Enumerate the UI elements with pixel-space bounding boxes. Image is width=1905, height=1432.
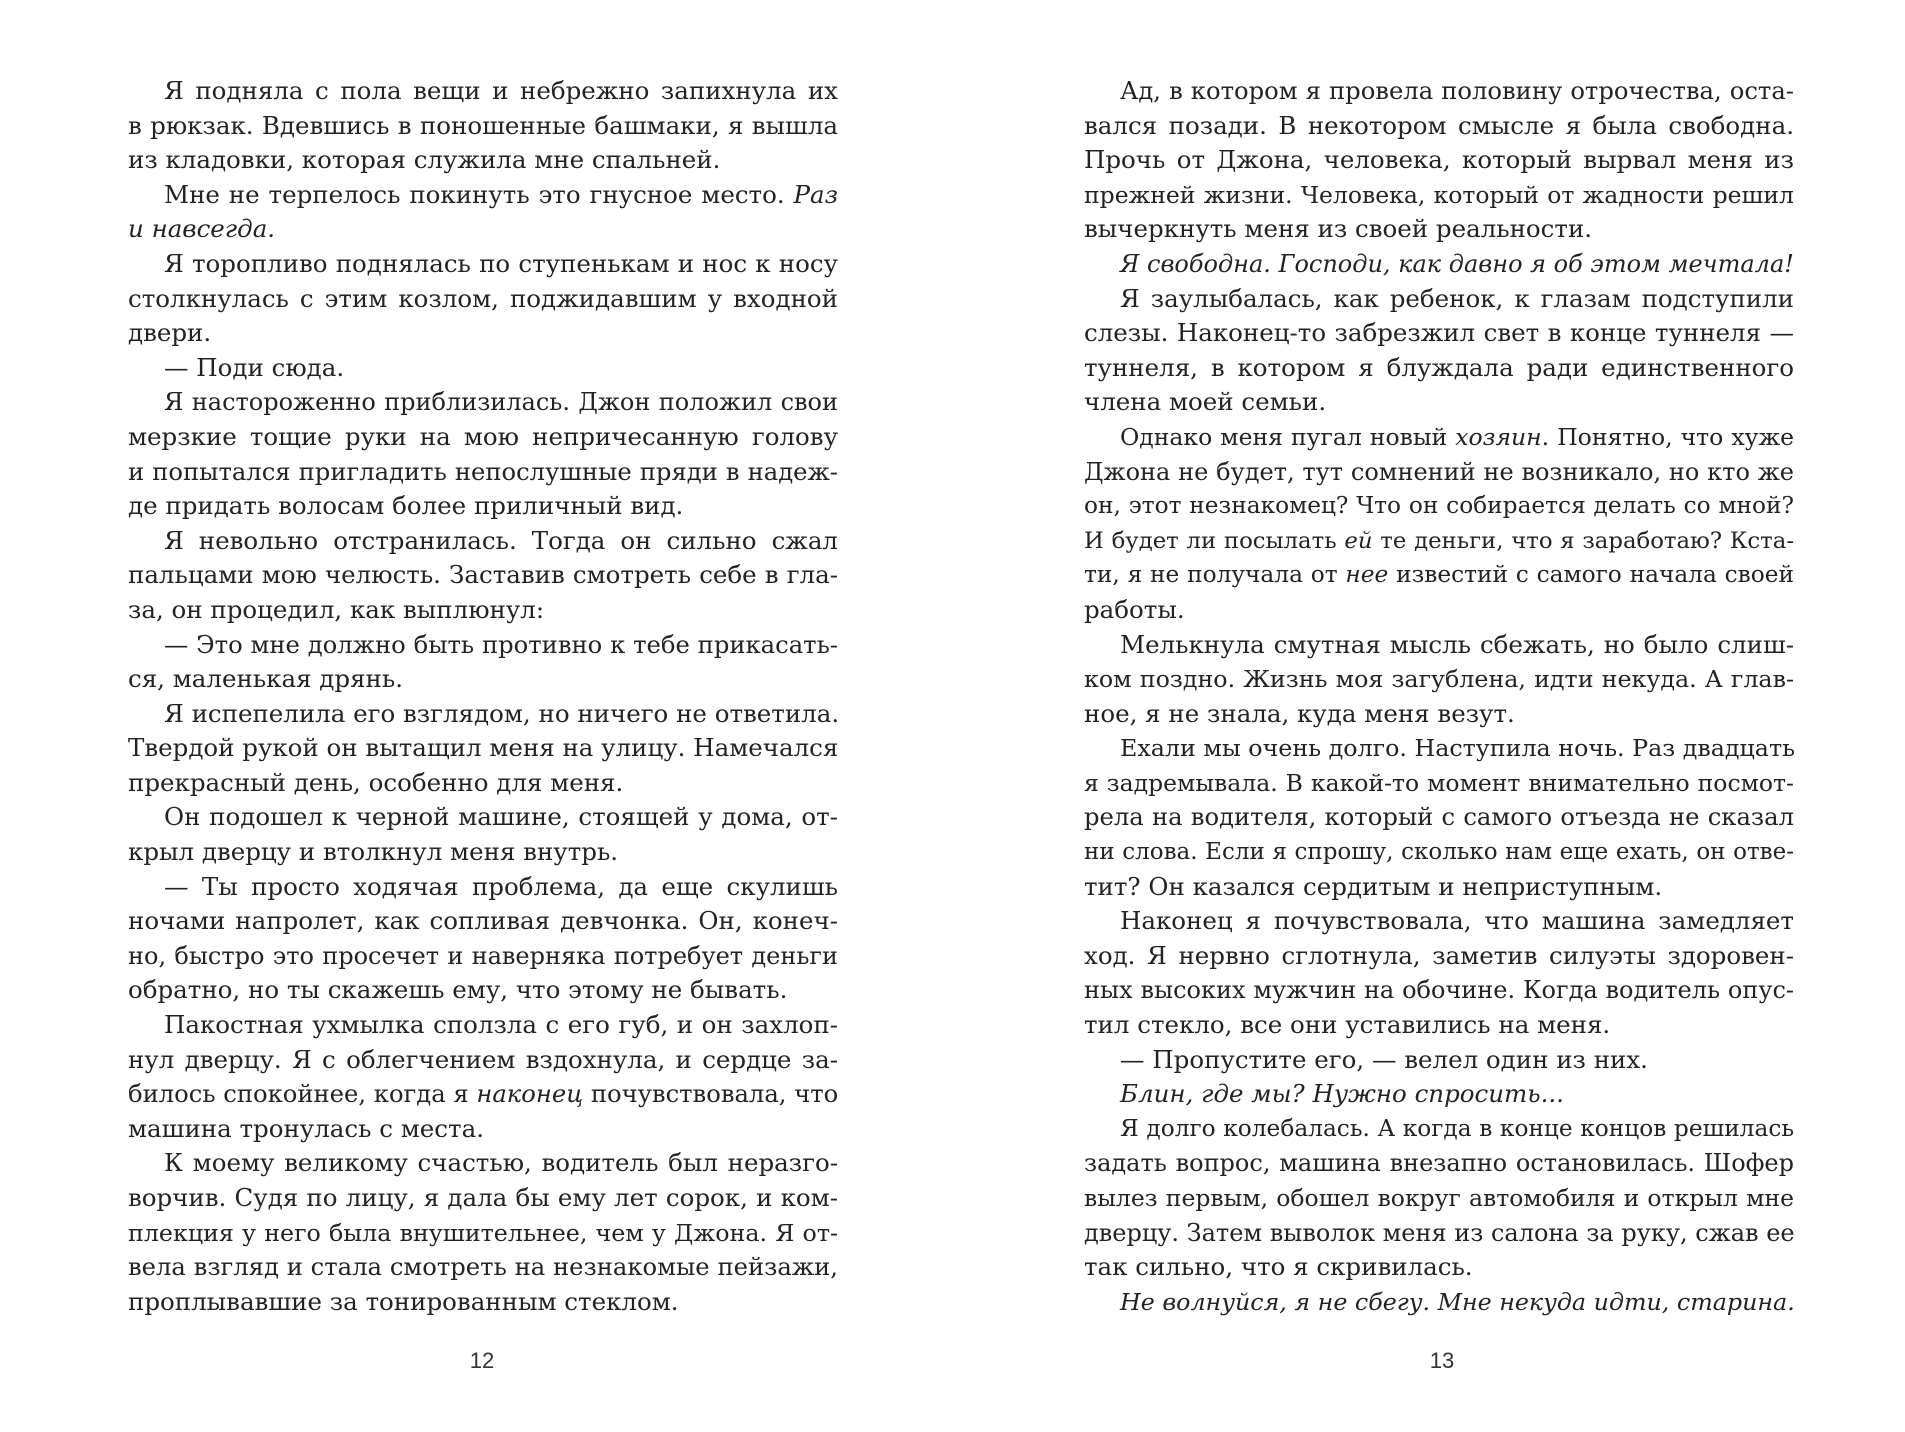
text-line: Мне не терпелось покинуть это гнусное место. Раз bbox=[164, 179, 838, 209]
text-line: за, он процедил, как выплюнул: bbox=[128, 594, 545, 624]
italic-text: и навсегда. bbox=[128, 214, 276, 244]
text-line: ночами напролет, как сопливая девчонка. Он, конеч- bbox=[128, 906, 838, 936]
text-line: машина тронулась с места. bbox=[128, 1113, 484, 1143]
text-line: Однако меня пугал новый хозяин. Понятно, что хуже bbox=[1120, 422, 1794, 451]
text-line: и попытался пригладить непослушные пряди в надеж- bbox=[128, 456, 838, 486]
left-page-text bbox=[128, 74, 838, 1319]
page-number-left: 12 bbox=[469, 1348, 495, 1373]
text-line: нул дверцу. Я с облегчением вздохнула, и сердце за- bbox=[128, 1044, 838, 1074]
text-line: но, быстро это просечет и наверняка потребует деньги bbox=[128, 941, 838, 970]
text-line: вался позади. В некотором смысле я была свободна. bbox=[1084, 110, 1794, 140]
text-line: — Поди сюда. bbox=[164, 352, 345, 382]
text-line: — Пропустите его, — велел один из них. bbox=[1120, 1044, 1648, 1074]
text-line: ное, я не знала, куда меня везут. bbox=[1084, 698, 1515, 728]
text-line: Ехали мы очень долго. Наступила ночь. Раз двадцать bbox=[1120, 734, 1796, 763]
text-line: крыл дверцу и втолкнул меня внутрь. bbox=[128, 837, 619, 867]
text-line: я задремывала. В какой-то момент внимательно посмот- bbox=[1084, 768, 1794, 797]
italic-text: наконец bbox=[476, 1079, 584, 1109]
text-line: ком поздно. Жизнь моя загублена, идти некуда. А глав- bbox=[1084, 665, 1794, 694]
text-line: из кладовки, которая служила мне спальней. bbox=[128, 145, 721, 175]
text-line bbox=[1084, 1077, 1794, 1112]
text-line: Я торопливо поднялась по ступенькам и нос к носу bbox=[164, 248, 838, 278]
text-line: рела на водителя, который с самого отъезда не сказал bbox=[1084, 802, 1794, 832]
text-line: ход. Я нервно сглотнула, заметив силуэты здоровен- bbox=[1084, 940, 1794, 970]
text-line: — Ты просто ходячая проблема, да еще скулишь bbox=[164, 871, 838, 901]
text-line: Ад, в котором я провела половину отрочества, оста- bbox=[1120, 76, 1794, 105]
text-line: задать вопрос, машина внезапно остановилась. Шофер bbox=[1084, 1149, 1794, 1178]
text-line: тил стекло, все они уставились на меня. bbox=[1084, 1010, 1611, 1040]
text-line: члена моей семьи. bbox=[1084, 387, 1327, 417]
text-line: Я испепелила его взглядом, но ничего не ответила. bbox=[164, 698, 840, 728]
italic-text: хозяин bbox=[1455, 422, 1542, 451]
text-line: вычеркнуть меня из своей реальности. bbox=[1084, 214, 1593, 244]
italic-text: нее bbox=[1345, 561, 1389, 589]
text-line: Я долго колебалась. А когда в конце концов решилась bbox=[1120, 1114, 1794, 1142]
text-line: Я невольно отстранилась. Тогда он сильно сжал bbox=[164, 525, 838, 555]
text-line: вела взгляд и стала смотреть на незнакомые пейзажи, bbox=[128, 1252, 838, 1282]
text-line: Я настороженно приблизилась. Джон положил свои bbox=[164, 388, 838, 417]
text-line bbox=[1084, 1285, 1794, 1320]
text-line: работы. bbox=[1084, 594, 1185, 624]
text-line: туннеля, в котором я блуждала ради единственного bbox=[1084, 352, 1794, 382]
text-line: ся, маленькая дрянь. bbox=[128, 664, 403, 694]
text-line: ни слова. Если я спрошу, сколько нам еще ехать, он отве- bbox=[1084, 839, 1794, 866]
text-line: Пакостная ухмылка сползла с его губ, и он захлоп- bbox=[164, 1010, 838, 1040]
italic-text: Раз bbox=[793, 179, 838, 209]
text-line: двери. bbox=[128, 318, 212, 348]
text-line: Я заулыбалась, как ребенок, к глазам подступили bbox=[1120, 283, 1794, 313]
text-line: прежней жизни. Человека, который от жадности решил bbox=[1084, 180, 1794, 209]
text-line: Я подняла с пола вещи и небрежно запихнула их bbox=[164, 76, 838, 105]
text-line: пальцами мою челюсть. Заставив смотреть себе в гла- bbox=[128, 560, 838, 590]
italic-text: ей bbox=[1344, 527, 1373, 554]
text-line: прекрасный день, особенно для меня. bbox=[128, 767, 624, 797]
text-line bbox=[128, 212, 838, 247]
italic-text: Не волнуйся, я не сбегу. Мне некуда идти, старина. bbox=[1120, 1287, 1795, 1316]
text-line: де придать волосам более приличный вид. bbox=[128, 491, 684, 521]
text-line: он, этот незнакомец? Что он собирается делать со мной? bbox=[1084, 492, 1794, 520]
text-line bbox=[1084, 247, 1794, 282]
text-line: плекция у него была внушительнее, чем у Джона. Я от- bbox=[128, 1218, 838, 1247]
text-line: К моему великому счастью, водитель был неразго- bbox=[164, 1148, 838, 1178]
text-line: Он подошел к черной машине, стоящей у дома, от- bbox=[164, 802, 838, 832]
page-number-right: 13 bbox=[1429, 1348, 1455, 1373]
text-line: столкнулась с этим козлом, поджидавшим у входной bbox=[128, 283, 838, 313]
text-line: вылез первым, обошел вокруг автомобиля и открыл мне bbox=[1084, 1184, 1794, 1212]
text-line: так сильно, что я скривилась. bbox=[1084, 1252, 1473, 1282]
italic-text: Блин, где мы? Нужно спросить... bbox=[1120, 1079, 1564, 1109]
text-line: Прочь от Джона, человека, который вырвал меня из bbox=[1084, 145, 1794, 175]
text-line: Джона не будет, тут сомнений не возникало, но кто же bbox=[1084, 457, 1794, 486]
text-line: Наконец я почувствовала, что машина замедляет bbox=[1120, 906, 1794, 936]
text-line: дверцу. Затем выволок меня из салона за руку, сжав ее bbox=[1084, 1218, 1795, 1247]
text-line: Мелькнула смутная мысль сбежать, но было слиш- bbox=[1120, 629, 1794, 659]
text-line: ворчив. Судя по лицу, я дала бы ему лет сорок, и ком- bbox=[128, 1183, 838, 1212]
italic-text: Я свободна. Господи, как давно я об этом мечтала! bbox=[1120, 249, 1794, 278]
text-line: мерзкие тощие руки на мою непричесанную голову bbox=[128, 421, 838, 451]
text-line: — Это мне должно быть противно к тебе прикасать- bbox=[164, 629, 838, 659]
text-line: ных высоких мужчин на обочине. Когда водитель опус- bbox=[1084, 976, 1794, 1005]
right-page-text bbox=[1084, 74, 1794, 1319]
text-line: Твердой рукой он вытащил меня на улицу. Намечался bbox=[128, 733, 839, 763]
text-line: в рюкзак. Вдевшись в поношенные башмаки, я вышла bbox=[128, 110, 838, 140]
text-line: обратно, но ты скажешь ему, что этому не бывать. bbox=[128, 975, 788, 1005]
text-line: проплывавшие за тонированным стеклом. bbox=[128, 1286, 679, 1316]
text-line: ти, я не получала от нее известий с самого начала своей bbox=[1084, 561, 1794, 589]
text-line: тит? Он казался сердитым и неприступным. bbox=[1084, 871, 1663, 901]
text-line: билось спокойнее, когда я наконец почувствовала, что bbox=[128, 1079, 839, 1109]
text-line: слезы. Наконец-то забрезжил свет в конце туннеля — bbox=[1084, 318, 1794, 348]
text-line: И будет ли посылать ей те деньги, что я заработаю? Кста- bbox=[1084, 527, 1795, 554]
